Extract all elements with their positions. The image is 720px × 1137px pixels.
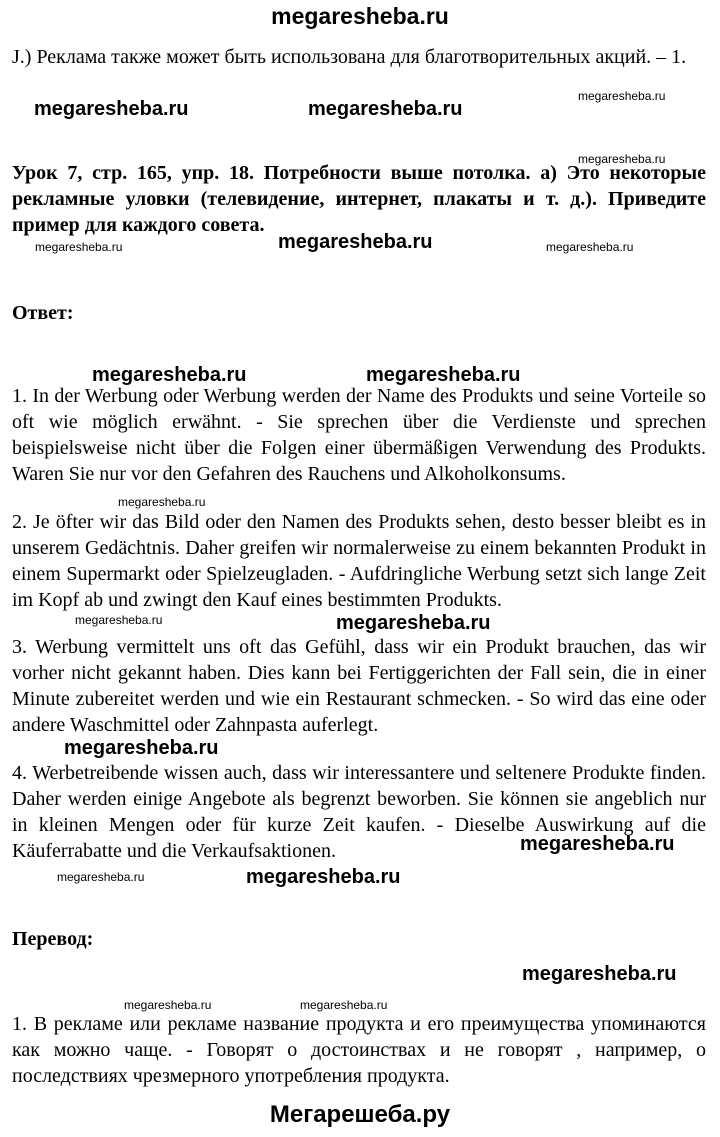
watermark: megaresheba.ru: [578, 152, 666, 166]
answer-heading: Ответ:: [12, 302, 74, 324]
answer-item-2: 2. Je öfter wir das Bild oder den Namen des Produkts sehen, desto besser bleibt es in unserem Gedächtnis. Daher greifen wir normalerweise zu einem bekannten Produkt in einem Supermarkt oder Spielzeugladen. - Aufdringliche Werbung setzt sich lange Zeit im Kopf ab und zwingt den Kauf eines bestimmten Produkts.: [12, 511, 706, 611]
watermark: megaresheba.ru: [308, 98, 463, 120]
intro-paragraph: J.) Реклама также может быть использована для благотворительных акций. – 1.: [12, 46, 687, 68]
watermark: megaresheba.ru: [92, 364, 247, 386]
watermark: megaresheba.ru: [578, 89, 666, 103]
watermark: megaresheba.ru: [522, 963, 677, 985]
watermark: megaresheba.ru: [278, 231, 433, 253]
watermark: megaresheba.ru: [34, 98, 189, 120]
translation-item-1: 1. В рекламе или рекламе название продукта и его преимущества упоминаются как можно чаще. - Говорят о достоинствах и не говорят , например, о последствиях чрезмерного употребления продукта.: [12, 1013, 706, 1087]
watermark: megaresheba.ru: [300, 998, 388, 1012]
watermark: megaresheba.ru: [75, 613, 163, 627]
header-site-name: megaresheba.ru: [271, 3, 449, 29]
watermark: megaresheba.ru: [336, 612, 491, 634]
answer-item-4: 4. Werbetreibende wissen auch, dass wir interessantere und seltenere Produkte finden. Daher werden einige Angebote als begrenzt beworben. Sie können sie angeblich nur in kleinen Mengen oder für kurze Zeit kaufen. - Dieselbe Auswirkung auf die Käuferrabatte und die Verkaufsaktionen.: [12, 762, 706, 862]
watermark: megaresheba.ru: [246, 866, 401, 888]
answer-item-3: 3. Werbung vermittelt uns oft das Gefühl, dass wir ein Produkt brauchen, das wir vorher nicht gekannt haben. Dies kann bei Fertiggerichten der Fall sein, die in einer Minute zubereitet werden und wie ein Restaurant schmecken. - So wird das eine oder andere Waschmittel oder Zahnpasta auferlegt.: [12, 636, 706, 736]
watermark: megaresheba.ru: [57, 870, 145, 884]
answer-item-1: 1. In der Werbung oder Werbung werden der Name des Produkts und seine Vorteile so oft wie möglich erwähnt. - Sie sprechen über die Verdienste und sprechen beispielsweise nicht über die Folgen einer übermäßigen Verwendung des Produkts. Waren Sie nur vor den Gefahren des Rauchens und Alkoholkonsums.: [12, 385, 706, 485]
watermark: megaresheba.ru: [520, 833, 675, 855]
watermark: megaresheba.ru: [546, 240, 634, 254]
watermark: megaresheba.ru: [118, 495, 206, 509]
watermark: megaresheba.ru: [64, 737, 219, 759]
watermark: megaresheba.ru: [366, 364, 521, 386]
watermark: megaresheba.ru: [124, 998, 212, 1012]
translation-heading: Перевод:: [12, 928, 94, 950]
watermark: megaresheba.ru: [35, 240, 123, 254]
task-title: Урок 7, стр. 165, упр. 18. Потребности выше потолка. а) Это некоторые рекламные уловки (телевидение, интернет, плакаты и т. д.). Приведите пример для каждого совета.: [12, 162, 706, 236]
footer-site-name: Мегарешеба.ру: [269, 1101, 451, 1128]
